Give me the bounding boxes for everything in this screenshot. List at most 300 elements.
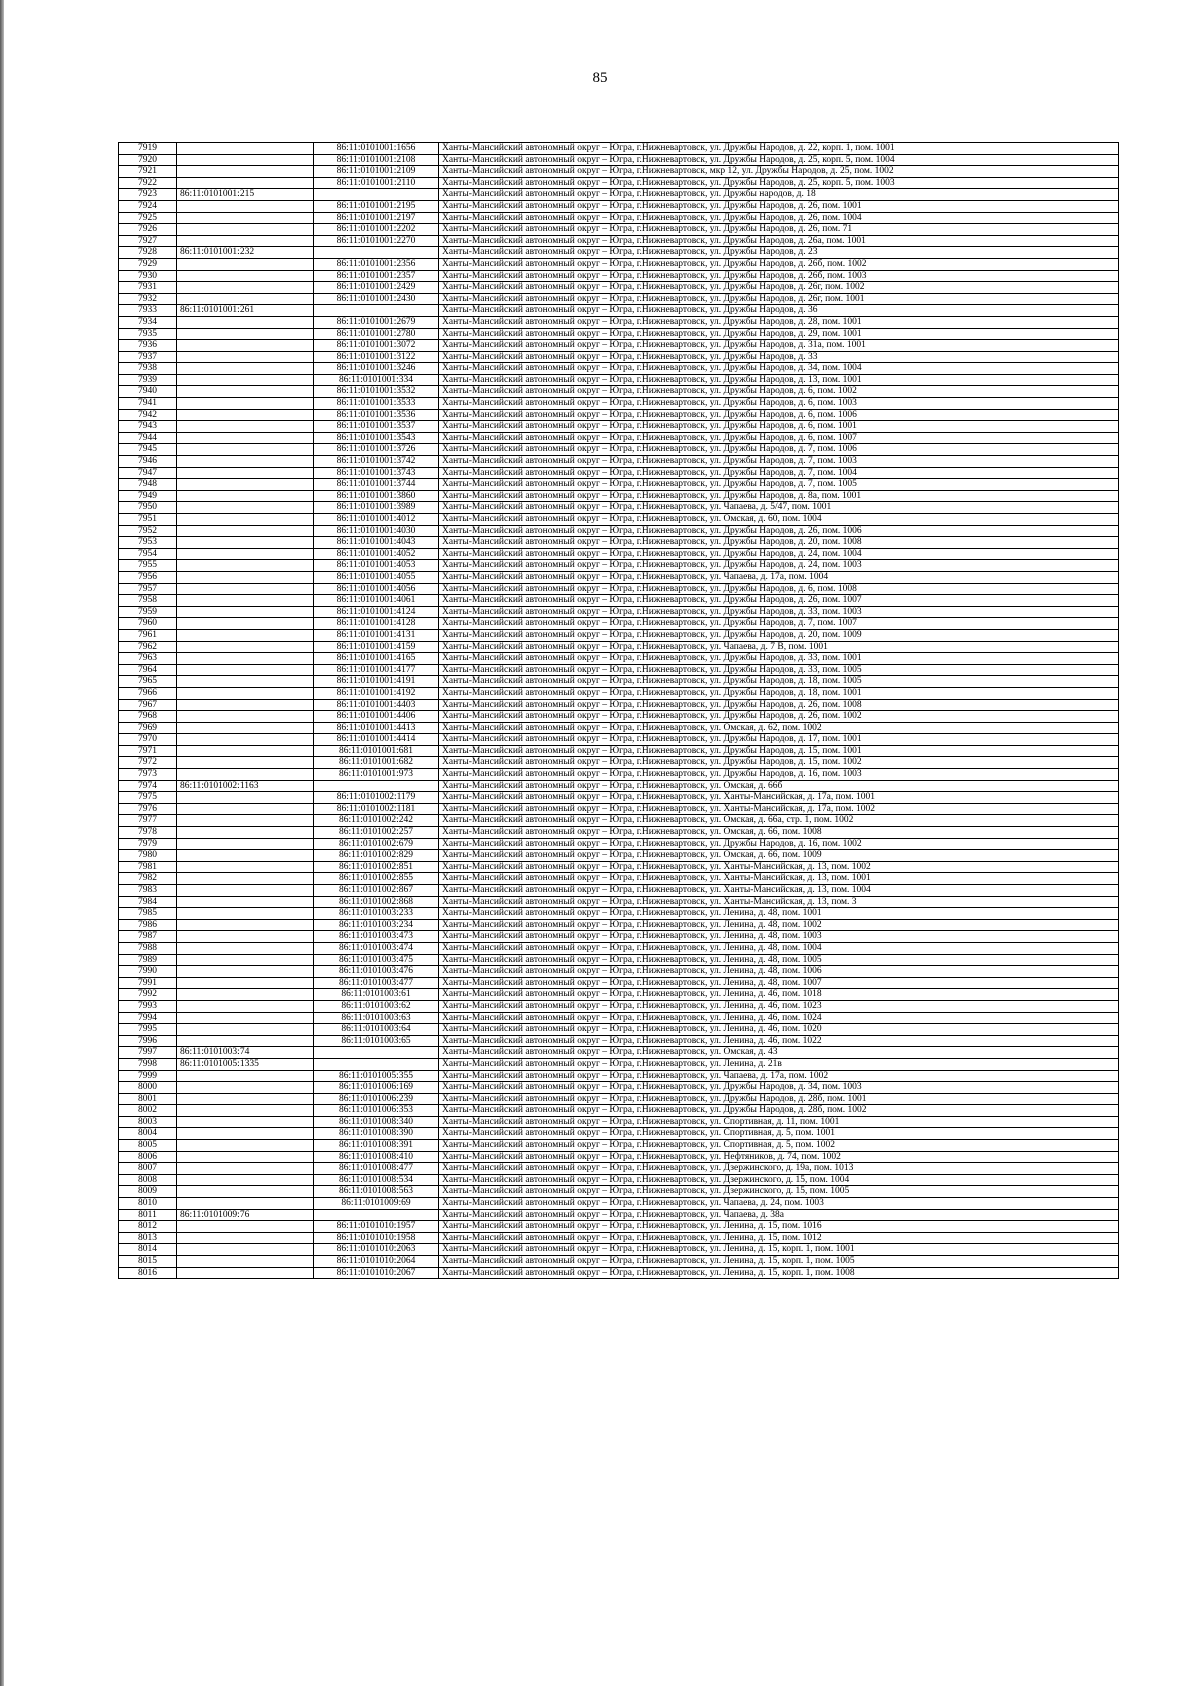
row-number-cell: 7932 bbox=[119, 293, 177, 305]
table-row bbox=[119, 467, 1119, 479]
table-row bbox=[119, 780, 1119, 792]
row-number-cell: 7980 bbox=[119, 850, 177, 862]
premises-cadastral-number-cell: 86:11:0101002:679 bbox=[314, 838, 439, 850]
building-cadastral-number-cell bbox=[177, 722, 314, 734]
row-number-cell: 7926 bbox=[119, 224, 177, 236]
table-row bbox=[119, 1244, 1119, 1256]
registry-table bbox=[118, 142, 1119, 1279]
building-cadastral-number-cell bbox=[177, 1244, 314, 1256]
table-row bbox=[119, 676, 1119, 688]
row-number-cell: 7978 bbox=[119, 827, 177, 839]
premises-cadastral-number-cell: 86:11:0101001:4012 bbox=[314, 514, 439, 526]
building-cadastral-number-cell bbox=[177, 745, 314, 757]
row-number-cell: 7988 bbox=[119, 942, 177, 954]
row-number-cell: 7919 bbox=[119, 143, 177, 155]
building-cadastral-number-cell bbox=[177, 490, 314, 502]
row-number-cell: 7922 bbox=[119, 177, 177, 189]
row-number-cell: 7959 bbox=[119, 606, 177, 618]
building-cadastral-number-cell bbox=[177, 1035, 314, 1047]
premises-cadastral-number-cell: 86:11:0101001:3860 bbox=[314, 490, 439, 502]
premises-cadastral-number-cell: 86:11:0101008:391 bbox=[314, 1140, 439, 1152]
address-cell: Ханты-Мансийский автономный округ – Югра, г.Нижневартовск, ул. Ханты-Мансийская, д. 13, пом. 1004 bbox=[439, 885, 1119, 897]
address-cell: Ханты-Мансийский автономный округ – Югра, г.Нижневартовск, ул. Омская, д. 60, пом. 1004 bbox=[439, 514, 1119, 526]
row-number-cell: 8012 bbox=[119, 1221, 177, 1233]
table-row bbox=[119, 722, 1119, 734]
premises-cadastral-number-cell: 86:11:0101001:2109 bbox=[314, 166, 439, 178]
address-cell: Ханты-Мансийский автономный округ – Югра, г.Нижневартовск, ул. Дружбы Народов, д. 25, корп. 5, пом. 1003 bbox=[439, 177, 1119, 189]
row-number-cell: 7939 bbox=[119, 374, 177, 386]
row-number-cell: 7965 bbox=[119, 676, 177, 688]
table-row bbox=[119, 351, 1119, 363]
table-row bbox=[119, 166, 1119, 178]
premises-cadastral-number-cell: 86:11:0101001:4056 bbox=[314, 583, 439, 595]
premises-cadastral-number-cell: 86:11:0101010:1958 bbox=[314, 1232, 439, 1244]
building-cadastral-number-cell bbox=[177, 1140, 314, 1152]
building-cadastral-number-cell bbox=[177, 421, 314, 433]
premises-cadastral-number-cell: 86:11:0101001:4403 bbox=[314, 699, 439, 711]
address-cell: Ханты-Мансийский автономный округ – Югра, г.Нижневартовск, ул. Дружбы Народов, д. 33, пом. 1003 bbox=[439, 606, 1119, 618]
row-number-cell: 7970 bbox=[119, 734, 177, 746]
premises-cadastral-number-cell: 86:11:0101002:242 bbox=[314, 815, 439, 827]
premises-cadastral-number-cell: 86:11:0101001:2202 bbox=[314, 224, 439, 236]
building-cadastral-number-cell bbox=[177, 815, 314, 827]
row-number-cell: 7955 bbox=[119, 560, 177, 572]
address-cell: Ханты-Мансийский автономный округ – Югра, г.Нижневартовск, ул. Омская, д. 66, пом. 1008 bbox=[439, 827, 1119, 839]
address-cell: Ханты-Мансийский автономный округ – Югра, г.Нижневартовск, ул. Дружбы Народов, д. 28б, пом. 1002 bbox=[439, 1105, 1119, 1117]
row-number-cell: 7953 bbox=[119, 537, 177, 549]
row-number-cell: 7935 bbox=[119, 328, 177, 340]
row-number-cell: 7950 bbox=[119, 502, 177, 514]
table-row bbox=[119, 363, 1119, 375]
row-number-cell: 7993 bbox=[119, 1000, 177, 1012]
building-cadastral-number-cell bbox=[177, 769, 314, 781]
row-number-cell: 7994 bbox=[119, 1012, 177, 1024]
address-cell: Ханты-Мансийский автономный округ – Югра, г.Нижневартовск, ул. Омская, д. 62, пом. 1002 bbox=[439, 722, 1119, 734]
row-number-cell: 7929 bbox=[119, 258, 177, 270]
premises-cadastral-number-cell: 86:11:0101008:563 bbox=[314, 1186, 439, 1198]
table-row bbox=[119, 305, 1119, 317]
table-row bbox=[119, 711, 1119, 723]
address-cell: Ханты-Мансийский автономный округ – Югра, г.Нижневартовск, ул. Дружбы Народов, д. 24, пом. 1003 bbox=[439, 560, 1119, 572]
address-cell: Ханты-Мансийский автономный округ – Югра, г.Нижневартовск, ул. Дружбы Народов, д. 26, пом. 1001 bbox=[439, 200, 1119, 212]
table-row bbox=[119, 896, 1119, 908]
premises-cadastral-number-cell: 86:11:0101003:476 bbox=[314, 966, 439, 978]
row-number-cell: 7964 bbox=[119, 664, 177, 676]
premises-cadastral-number-cell: 86:11:0101001:4053 bbox=[314, 560, 439, 572]
table-row bbox=[119, 537, 1119, 549]
building-cadastral-number-cell bbox=[177, 1163, 314, 1175]
row-number-cell: 8009 bbox=[119, 1186, 177, 1198]
address-cell: Ханты-Мансийский автономный округ – Югра, г.Нижневартовск, ул. Дзержинского, д. 15, пом. 1004 bbox=[439, 1174, 1119, 1186]
building-cadastral-number-cell bbox=[177, 966, 314, 978]
address-cell: Ханты-Мансийский автономный округ – Югра, г.Нижневартовск, ул. Дружбы Народов, д. 26, пом. 71 bbox=[439, 224, 1119, 236]
building-cadastral-number-cell bbox=[177, 1128, 314, 1140]
building-cadastral-number-cell bbox=[177, 444, 314, 456]
building-cadastral-number-cell: 86:11:0101003:74 bbox=[177, 1047, 314, 1059]
address-cell: Ханты-Мансийский автономный округ – Югра, г.Нижневартовск, ул. Омская, д. 66б bbox=[439, 780, 1119, 792]
building-cadastral-number-cell bbox=[177, 514, 314, 526]
building-cadastral-number-cell bbox=[177, 850, 314, 862]
premises-cadastral-number-cell bbox=[314, 780, 439, 792]
table-row bbox=[119, 1151, 1119, 1163]
address-cell: Ханты-Мансийский автономный округ – Югра, г.Нижневартовск, ул. Ленина, д. 48, пом. 1003 bbox=[439, 931, 1119, 943]
row-number-cell: 7989 bbox=[119, 954, 177, 966]
premises-cadastral-number-cell: 86:11:0101001:334 bbox=[314, 374, 439, 386]
building-cadastral-number-cell bbox=[177, 676, 314, 688]
building-cadastral-number-cell bbox=[177, 711, 314, 723]
building-cadastral-number-cell bbox=[177, 363, 314, 375]
building-cadastral-number-cell bbox=[177, 931, 314, 943]
table-row bbox=[119, 769, 1119, 781]
premises-cadastral-number-cell: 86:11:0101002:867 bbox=[314, 885, 439, 897]
table-row bbox=[119, 1256, 1119, 1268]
building-cadastral-number-cell bbox=[177, 1186, 314, 1198]
address-cell: Ханты-Мансийский автономный округ – Югра, г.Нижневартовск, ул. Дружбы Народов, д. 26г, пом. 1002 bbox=[439, 282, 1119, 294]
address-cell: Ханты-Мансийский автономный округ – Югра, г.Нижневартовск, ул. Ленина, д. 46, пом. 1020 bbox=[439, 1024, 1119, 1036]
address-cell: Ханты-Мансийский автономный округ – Югра, г.Нижневартовск, ул. Дружбы Народов, д. 26б, пом. 1002 bbox=[439, 258, 1119, 270]
table-row bbox=[119, 398, 1119, 410]
building-cadastral-number-cell bbox=[177, 1024, 314, 1036]
premises-cadastral-number-cell: 86:11:0101006:169 bbox=[314, 1082, 439, 1094]
building-cadastral-number-cell bbox=[177, 525, 314, 537]
building-cadastral-number-cell bbox=[177, 293, 314, 305]
premises-cadastral-number-cell bbox=[314, 189, 439, 201]
row-number-cell: 7995 bbox=[119, 1024, 177, 1036]
premises-cadastral-number-cell: 86:11:0101001:2356 bbox=[314, 258, 439, 270]
building-cadastral-number-cell bbox=[177, 1000, 314, 1012]
premises-cadastral-number-cell: 86:11:0101001:2357 bbox=[314, 270, 439, 282]
table-row bbox=[119, 409, 1119, 421]
address-cell: Ханты-Мансийский автономный округ – Югра, г.Нижневартовск, ул. Чапаева, д. 7 В, пом. 1001 bbox=[439, 641, 1119, 653]
building-cadastral-number-cell bbox=[177, 502, 314, 514]
address-cell: Ханты-Мансийский автономный округ – Югра, г.Нижневартовск, ул. Дружбы Народов, д. 33, пом. 1005 bbox=[439, 664, 1119, 676]
table-row bbox=[119, 664, 1119, 676]
row-number-cell: 8007 bbox=[119, 1163, 177, 1175]
building-cadastral-number-cell bbox=[177, 664, 314, 676]
table-row bbox=[119, 456, 1119, 468]
table-row bbox=[119, 850, 1119, 862]
building-cadastral-number-cell bbox=[177, 560, 314, 572]
table-row bbox=[119, 595, 1119, 607]
row-number-cell: 7937 bbox=[119, 351, 177, 363]
premises-cadastral-number-cell bbox=[314, 1058, 439, 1070]
row-number-cell: 7943 bbox=[119, 421, 177, 433]
table-row bbox=[119, 908, 1119, 920]
address-cell: Ханты-Мансийский автономный округ – Югра, г.Нижневартовск, мкр 12, ул. Дружбы Народов, д. 25, пом. 1002 bbox=[439, 166, 1119, 178]
row-number-cell: 7951 bbox=[119, 514, 177, 526]
row-number-cell: 7942 bbox=[119, 409, 177, 421]
table-row bbox=[119, 490, 1119, 502]
building-cadastral-number-cell bbox=[177, 838, 314, 850]
building-cadastral-number-cell bbox=[177, 734, 314, 746]
table-row bbox=[119, 745, 1119, 757]
row-number-cell: 8005 bbox=[119, 1140, 177, 1152]
address-cell: Ханты-Мансийский автономный округ – Югра, г.Нижневартовск, ул. Дружбы Народов, д. 36 bbox=[439, 305, 1119, 317]
table-row bbox=[119, 931, 1119, 943]
address-cell: Ханты-Мансийский автономный округ – Югра, г.Нижневартовск, ул. Дружбы Народов, д. 20, пом. 1008 bbox=[439, 537, 1119, 549]
premises-cadastral-number-cell: 86:11:0101003:475 bbox=[314, 954, 439, 966]
table-row bbox=[119, 734, 1119, 746]
row-number-cell: 7986 bbox=[119, 919, 177, 931]
address-cell: Ханты-Мансийский автономный округ – Югра, г.Нижневартовск, ул. Дружбы Народов, д. 26, пом. 1004 bbox=[439, 212, 1119, 224]
building-cadastral-number-cell bbox=[177, 699, 314, 711]
table-row bbox=[119, 1198, 1119, 1210]
address-cell: Ханты-Мансийский автономный округ – Югра, г.Нижневартовск, ул. Ленина, д. 15, корп. 1, пом. 1005 bbox=[439, 1256, 1119, 1268]
premises-cadastral-number-cell: 86:11:0101010:2063 bbox=[314, 1244, 439, 1256]
premises-cadastral-number-cell: 86:11:0101001:2110 bbox=[314, 177, 439, 189]
row-number-cell: 7973 bbox=[119, 769, 177, 781]
premises-cadastral-number-cell: 86:11:0101008:410 bbox=[314, 1151, 439, 1163]
address-cell: Ханты-Мансийский автономный округ – Югра, г.Нижневартовск, ул. Дружбы Народов, д. 22, корп. 1, пом. 1001 bbox=[439, 143, 1119, 155]
row-number-cell: 8004 bbox=[119, 1128, 177, 1140]
premises-cadastral-number-cell: 86:11:0101001:973 bbox=[314, 769, 439, 781]
address-cell: Ханты-Мансийский автономный округ – Югра, г.Нижневартовск, ул. Дружбы Народов, д. 26, пом. 1006 bbox=[439, 525, 1119, 537]
row-number-cell: 7979 bbox=[119, 838, 177, 850]
address-cell: Ханты-Мансийский автономный округ – Югра, г.Нижневартовск, ул. Дружбы Народов, д. 7, пом. 1003 bbox=[439, 456, 1119, 468]
table-row bbox=[119, 641, 1119, 653]
address-cell: Ханты-Мансийский автономный округ – Югра, г.Нижневартовск, ул. Дружбы Народов, д. 26, пом. 1008 bbox=[439, 699, 1119, 711]
table-row bbox=[119, 1082, 1119, 1094]
premises-cadastral-number-cell: 86:11:0101001:4191 bbox=[314, 676, 439, 688]
page-number: 85 bbox=[592, 70, 608, 86]
table-row bbox=[119, 873, 1119, 885]
table-row bbox=[119, 1140, 1119, 1152]
address-cell: Ханты-Мансийский автономный округ – Югра, г.Нижневартовск, ул. Ханты-Мансийская, д. 17а, пом. 1001 bbox=[439, 792, 1119, 804]
row-number-cell: 8010 bbox=[119, 1198, 177, 1210]
address-cell: Ханты-Мансийский автономный округ – Югра, г.Нижневартовск, ул. Дружбы Народов, д. 16, пом. 1002 bbox=[439, 838, 1119, 850]
premises-cadastral-number-cell: 86:11:0101002:1179 bbox=[314, 792, 439, 804]
table-row bbox=[119, 803, 1119, 815]
row-number-cell: 7983 bbox=[119, 885, 177, 897]
premises-cadastral-number-cell: 86:11:0101002:851 bbox=[314, 861, 439, 873]
table-row bbox=[119, 606, 1119, 618]
table-row bbox=[119, 629, 1119, 641]
table-row bbox=[119, 421, 1119, 433]
premises-cadastral-number-cell: 86:11:0101001:2429 bbox=[314, 282, 439, 294]
premises-cadastral-number-cell: 86:11:0101003:65 bbox=[314, 1035, 439, 1047]
address-cell: Ханты-Мансийский автономный округ – Югра, г.Нижневартовск, ул. Ханты-Мансийская, д. 13, пом. 1002 bbox=[439, 861, 1119, 873]
premises-cadastral-number-cell: 86:11:0101001:4159 bbox=[314, 641, 439, 653]
row-number-cell: 7952 bbox=[119, 525, 177, 537]
row-number-cell: 8008 bbox=[119, 1174, 177, 1186]
table-row bbox=[119, 954, 1119, 966]
address-cell: Ханты-Мансийский автономный округ – Югра, г.Нижневартовск, ул. Дружбы Народов, д. 6, пом. 1001 bbox=[439, 421, 1119, 433]
address-cell: Ханты-Мансийский автономный округ – Югра, г.Нижневартовск, ул. Чапаева, д. 24, пом. 1003 bbox=[439, 1198, 1119, 1210]
building-cadastral-number-cell bbox=[177, 374, 314, 386]
premises-cadastral-number-cell: 86:11:0101002:257 bbox=[314, 827, 439, 839]
building-cadastral-number-cell bbox=[177, 154, 314, 166]
table-row bbox=[119, 618, 1119, 630]
table-row bbox=[119, 177, 1119, 189]
address-cell: Ханты-Мансийский автономный округ – Югра, г.Нижневартовск, ул. Омская, д. 66, пом. 1009 bbox=[439, 850, 1119, 862]
premises-cadastral-number-cell: 86:11:0101001:4192 bbox=[314, 687, 439, 699]
table-row bbox=[119, 525, 1119, 537]
building-cadastral-number-cell bbox=[177, 432, 314, 444]
row-number-cell: 7966 bbox=[119, 687, 177, 699]
row-number-cell: 7990 bbox=[119, 966, 177, 978]
address-cell: Ханты-Мансийский автономный округ – Югра, г.Нижневартовск, ул. Ленина, д. 48, пом. 1004 bbox=[439, 942, 1119, 954]
row-number-cell: 7938 bbox=[119, 363, 177, 375]
row-number-cell: 7954 bbox=[119, 548, 177, 560]
premises-cadastral-number-cell: 86:11:0101003:64 bbox=[314, 1024, 439, 1036]
row-number-cell: 8015 bbox=[119, 1256, 177, 1268]
table-row bbox=[119, 548, 1119, 560]
table-row bbox=[119, 1221, 1119, 1233]
address-cell: Ханты-Мансийский автономный округ – Югра, г.Нижневартовск, ул. Ленина, д. 15, корп. 1, пом. 1008 bbox=[439, 1267, 1119, 1279]
row-number-cell: 8013 bbox=[119, 1232, 177, 1244]
premises-cadastral-number-cell: 86:11:0101008:534 bbox=[314, 1174, 439, 1186]
table-row bbox=[119, 1035, 1119, 1047]
building-cadastral-number-cell bbox=[177, 629, 314, 641]
row-number-cell: 7998 bbox=[119, 1058, 177, 1070]
building-cadastral-number-cell: 86:11:0101001:261 bbox=[177, 305, 314, 317]
building-cadastral-number-cell bbox=[177, 618, 314, 630]
row-number-cell: 7996 bbox=[119, 1035, 177, 1047]
building-cadastral-number-cell bbox=[177, 212, 314, 224]
row-number-cell: 7934 bbox=[119, 316, 177, 328]
address-cell: Ханты-Мансийский автономный округ – Югра, г.Нижневартовск, ул. Омская, д. 66а, стр. 1, пом. 1002 bbox=[439, 815, 1119, 827]
row-number-cell: 7984 bbox=[119, 896, 177, 908]
row-number-cell: 7940 bbox=[119, 386, 177, 398]
table-row bbox=[119, 316, 1119, 328]
table-row bbox=[119, 757, 1119, 769]
row-number-cell: 8000 bbox=[119, 1082, 177, 1094]
address-cell: Ханты-Мансийский автономный округ – Югра, г.Нижневартовск, ул. Дружбы Народов, д. 18, пом. 1001 bbox=[439, 687, 1119, 699]
address-cell: Ханты-Мансийский автономный округ – Югра, г.Нижневартовск, ул. Ленина, д. 46, пом. 1022 bbox=[439, 1035, 1119, 1047]
premises-cadastral-number-cell: 86:11:0101010:2067 bbox=[314, 1267, 439, 1279]
building-cadastral-number-cell: 86:11:0101001:232 bbox=[177, 247, 314, 259]
table-row bbox=[119, 966, 1119, 978]
premises-cadastral-number-cell: 86:11:0101001:1656 bbox=[314, 143, 439, 155]
address-cell: Ханты-Мансийский автономный округ – Югра, г.Нижневартовск, ул. Дружбы Народов, д. 26а, пом. 1001 bbox=[439, 235, 1119, 247]
address-cell: Ханты-Мансийский автономный округ – Югра, г.Нижневартовск, ул. Дружбы Народов, д. 6, пом. 1002 bbox=[439, 386, 1119, 398]
table-row bbox=[119, 1012, 1119, 1024]
building-cadastral-number-cell bbox=[177, 282, 314, 294]
table-row bbox=[119, 514, 1119, 526]
address-cell: Ханты-Мансийский автономный округ – Югра, г.Нижневартовск, ул. Ханты-Мансийская, д. 13, пом. 3 bbox=[439, 896, 1119, 908]
premises-cadastral-number-cell: 86:11:0101003:234 bbox=[314, 919, 439, 931]
building-cadastral-number-cell bbox=[177, 409, 314, 421]
premises-cadastral-number-cell: 86:11:0101001:2108 bbox=[314, 154, 439, 166]
address-cell: Ханты-Мансийский автономный округ – Югра, г.Нижневартовск, ул. Дружбы Народов, д. 17, пом. 1001 bbox=[439, 734, 1119, 746]
table-row bbox=[119, 235, 1119, 247]
premises-cadastral-number-cell: 86:11:0101001:4131 bbox=[314, 629, 439, 641]
premises-cadastral-number-cell: 86:11:0101001:681 bbox=[314, 745, 439, 757]
premises-cadastral-number-cell: 86:11:0101002:855 bbox=[314, 873, 439, 885]
premises-cadastral-number-cell: 86:11:0101001:3536 bbox=[314, 409, 439, 421]
row-number-cell: 7985 bbox=[119, 908, 177, 920]
premises-cadastral-number-cell: 86:11:0101001:3744 bbox=[314, 479, 439, 491]
address-cell: Ханты-Мансийский автономный округ – Югра, г.Нижневартовск, ул. Дружбы Народов, д. 15, пом. 1001 bbox=[439, 745, 1119, 757]
premises-cadastral-number-cell: 86:11:0101001:2780 bbox=[314, 328, 439, 340]
address-cell: Ханты-Мансийский автономный округ – Югра, г.Нижневартовск, ул. Дружбы народов, д. 18 bbox=[439, 189, 1119, 201]
table-row bbox=[119, 143, 1119, 155]
row-number-cell: 7925 bbox=[119, 212, 177, 224]
building-cadastral-number-cell bbox=[177, 340, 314, 352]
premises-cadastral-number-cell: 86:11:0101001:3742 bbox=[314, 456, 439, 468]
row-number-cell: 7941 bbox=[119, 398, 177, 410]
address-cell: Ханты-Мансийский автономный округ – Югра, г.Нижневартовск, ул. Дружбы Народов, д. 25, корп. 5, пом. 1004 bbox=[439, 154, 1119, 166]
building-cadastral-number-cell bbox=[177, 571, 314, 583]
row-number-cell: 7949 bbox=[119, 490, 177, 502]
premises-cadastral-number-cell: 86:11:0101001:3537 bbox=[314, 421, 439, 433]
premises-cadastral-number-cell: 86:11:0101001:2430 bbox=[314, 293, 439, 305]
premises-cadastral-number-cell bbox=[314, 1047, 439, 1059]
building-cadastral-number-cell bbox=[177, 792, 314, 804]
address-cell: Ханты-Мансийский автономный округ – Югра, г.Нижневартовск, ул. Чапаева, д. 38а bbox=[439, 1209, 1119, 1221]
building-cadastral-number-cell bbox=[177, 885, 314, 897]
row-number-cell: 7921 bbox=[119, 166, 177, 178]
table-row bbox=[119, 815, 1119, 827]
building-cadastral-number-cell bbox=[177, 803, 314, 815]
row-number-cell: 7928 bbox=[119, 247, 177, 259]
building-cadastral-number-cell bbox=[177, 896, 314, 908]
address-cell: Ханты-Мансийский автономный округ – Югра, г.Нижневартовск, ул. Дружбы Народов, д. 6, пом. 1006 bbox=[439, 409, 1119, 421]
address-cell: Ханты-Мансийский автономный округ – Югра, г.Нижневартовск, ул. Ленина, д. 21в bbox=[439, 1058, 1119, 1070]
address-cell: Ханты-Мансийский автономный округ – Югра, г.Нижневартовск, ул. Дружбы Народов, д. 34, пом. 1003 bbox=[439, 1082, 1119, 1094]
table-row bbox=[119, 942, 1119, 954]
row-number-cell: 7974 bbox=[119, 780, 177, 792]
building-cadastral-number-cell bbox=[177, 861, 314, 873]
table-row bbox=[119, 838, 1119, 850]
row-number-cell: 7987 bbox=[119, 931, 177, 943]
address-cell: Ханты-Мансийский автономный округ – Югра, г.Нижневартовск, ул. Ханты-Мансийская, д. 17а, пом. 1002 bbox=[439, 803, 1119, 815]
building-cadastral-number-cell bbox=[177, 908, 314, 920]
premises-cadastral-number-cell: 86:11:0101001:3533 bbox=[314, 398, 439, 410]
building-cadastral-number-cell bbox=[177, 1198, 314, 1210]
address-cell: Ханты-Мансийский автономный округ – Югра, г.Нижневартовск, ул. Ленина, д. 48, пом. 1006 bbox=[439, 966, 1119, 978]
table-row bbox=[119, 479, 1119, 491]
row-number-cell: 7945 bbox=[119, 444, 177, 456]
row-number-cell: 7967 bbox=[119, 699, 177, 711]
address-cell: Ханты-Мансийский автономный округ – Югра, г.Нижневартовск, ул. Спортивная, д. 11, пом. 1001 bbox=[439, 1116, 1119, 1128]
address-cell: Ханты-Мансийский автономный округ – Югра, г.Нижневартовск, ул. Ленина, д. 15, корп. 1, пом. 1001 bbox=[439, 1244, 1119, 1256]
table-row bbox=[119, 270, 1119, 282]
table-row bbox=[119, 258, 1119, 270]
row-number-cell: 7992 bbox=[119, 989, 177, 1001]
row-number-cell: 7931 bbox=[119, 282, 177, 294]
row-number-cell: 7960 bbox=[119, 618, 177, 630]
address-cell: Ханты-Мансийский автономный округ – Югра, г.Нижневартовск, ул. Дзержинского, д. 15, пом. 1005 bbox=[439, 1186, 1119, 1198]
row-number-cell: 7976 bbox=[119, 803, 177, 815]
premises-cadastral-number-cell: 86:11:0101001:4414 bbox=[314, 734, 439, 746]
table-row bbox=[119, 340, 1119, 352]
premises-cadastral-number-cell: 86:11:0101003:477 bbox=[314, 977, 439, 989]
address-cell: Ханты-Мансийский автономный округ – Югра, г.Нижневартовск, ул. Ленина, д. 15, пом. 1016 bbox=[439, 1221, 1119, 1233]
building-cadastral-number-cell bbox=[177, 942, 314, 954]
row-number-cell: 7923 bbox=[119, 189, 177, 201]
premises-cadastral-number-cell: 86:11:0101006:239 bbox=[314, 1093, 439, 1105]
premises-cadastral-number-cell: 86:11:0101001:4413 bbox=[314, 722, 439, 734]
premises-cadastral-number-cell: 86:11:0101008:477 bbox=[314, 1163, 439, 1175]
row-number-cell: 7977 bbox=[119, 815, 177, 827]
address-cell: Ханты-Мансийский автономный округ – Югра, г.Нижневартовск, ул. Дружбы Народов, д. 24, пом. 1004 bbox=[439, 548, 1119, 560]
premises-cadastral-number-cell: 86:11:0101001:682 bbox=[314, 757, 439, 769]
row-number-cell: 7968 bbox=[119, 711, 177, 723]
table-row bbox=[119, 861, 1119, 873]
premises-cadastral-number-cell: 86:11:0101001:3726 bbox=[314, 444, 439, 456]
address-cell: Ханты-Мансийский автономный округ – Югра, г.Нижневартовск, ул. Дружбы Народов, д. 7, пом. 1005 bbox=[439, 479, 1119, 491]
building-cadastral-number-cell bbox=[177, 687, 314, 699]
table-row bbox=[119, 699, 1119, 711]
table-row bbox=[119, 1047, 1119, 1059]
building-cadastral-number-cell bbox=[177, 653, 314, 665]
building-cadastral-number-cell bbox=[177, 1256, 314, 1268]
building-cadastral-number-cell bbox=[177, 177, 314, 189]
premises-cadastral-number-cell: 86:11:0101001:3989 bbox=[314, 502, 439, 514]
address-cell: Ханты-Мансийский автономный округ – Югра, г.Нижневартовск, ул. Дружбы Народов, д. 20, пом. 1009 bbox=[439, 629, 1119, 641]
premises-cadastral-number-cell: 86:11:0101003:474 bbox=[314, 942, 439, 954]
